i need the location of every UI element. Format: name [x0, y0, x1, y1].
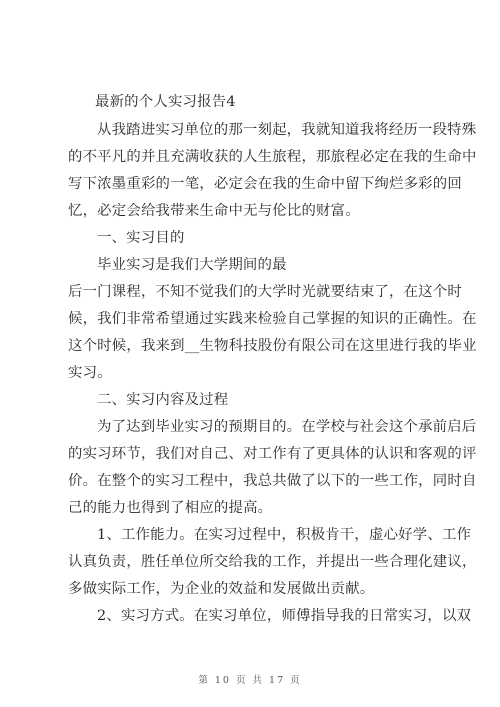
text-line: 多做实际工作，为企业的效益和发展做出贡献。 [68, 581, 375, 597]
text-line: 候，我们非常希望通过实践来检验自己掌握的知识的正确性。在 [68, 311, 477, 327]
text-line: 为了达到毕业实习的预期目的。在学校与社会这个承前启后 [97, 419, 477, 435]
text-line: 这个时候，我来到__生物科技股份有限公司在这里进行我的毕业 [68, 338, 477, 354]
text-line: 实习。 [68, 365, 112, 381]
page-number-footer: 第 10 页 共 17 页 [198, 675, 302, 686]
text-line: 从我踏进实习单位的那一刻起，我就知道我将经历一段特殊 [97, 122, 477, 138]
text-line: 的实习环节，我们对自己、对工作有了更具体的认识和客观的评 [68, 446, 477, 462]
section-heading: 一、实习目的 [97, 230, 185, 246]
section-heading: 二、实习内容及过程 [97, 392, 229, 408]
text-line: 2、实习方式。在实习单位，师傅指导我的日常实习，以双 [97, 608, 472, 624]
text-line: 的不平凡的并且充满收获的人生旅程，那旅程必定在我的生命中 [68, 149, 477, 165]
document-title: 最新的个人实习报告4 [95, 94, 236, 110]
text-line: 后一门课程，不知不觉我们的大学时光就要结束了，在这个时 [68, 284, 462, 300]
text-line: 价。在整个的实习工程中，我总共做了以下的一些工作，同时自 [68, 473, 477, 489]
text-line: 1、工作能力。在实习过程中，积极肯干，虚心好学、工作 [97, 527, 472, 543]
text-line: 写下浓墨重彩的一笔，必定会在我的生命中留下绚烂多彩的回 [68, 176, 462, 192]
text-line: 认真负责，胜任单位所交给我的工作，并提出一些合理化建议， [68, 554, 477, 570]
text-line: 毕业实习是我们大学期间的最 [97, 257, 287, 273]
text-line: 己的能力也得到了相应的提高。 [68, 500, 273, 516]
text-line: 忆，必定会给我带来生命中无与伦比的财富。 [68, 203, 360, 219]
